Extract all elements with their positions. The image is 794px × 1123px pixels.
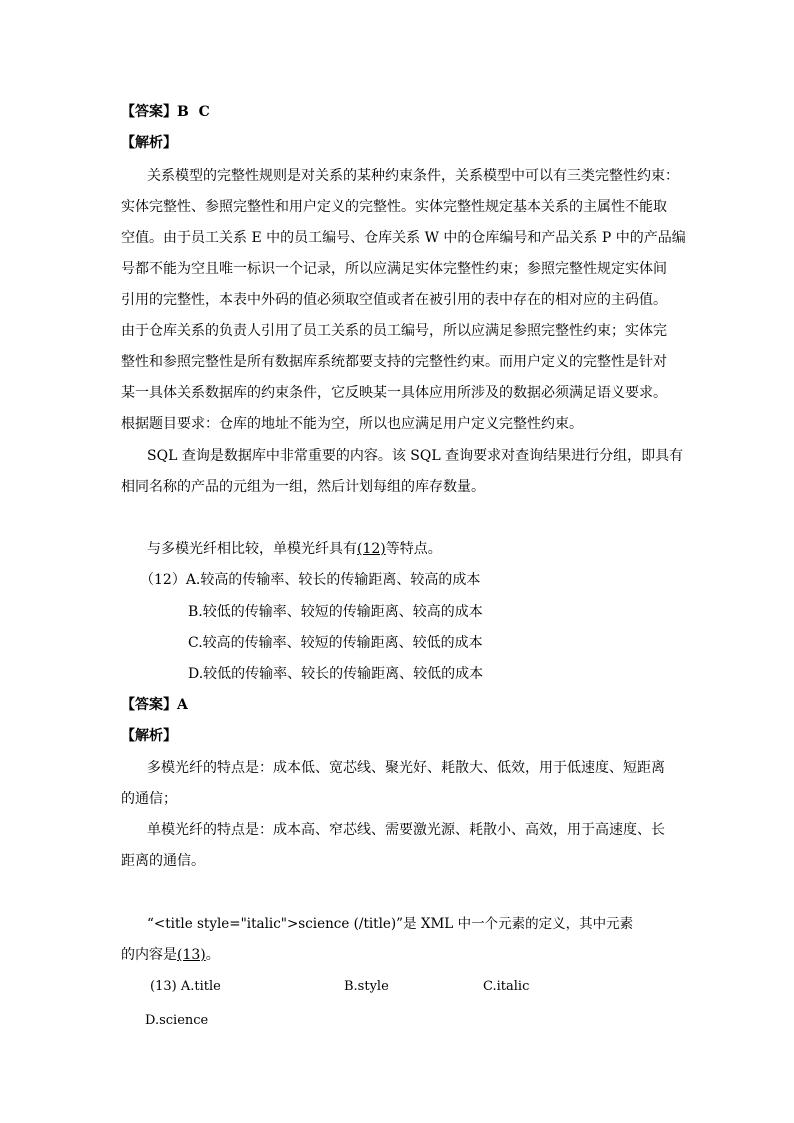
analysis-line: 某一具体关系数据库的约束条件，它反映某一具体应用所涉及的数据必须满足语义要求。 bbox=[121, 385, 667, 401]
q12-option-d: D.较低的传输率、较长的传输距离、较低的成本 bbox=[188, 666, 484, 682]
answer-value: B C bbox=[177, 104, 210, 120]
answer-label: 【答案】 bbox=[121, 104, 177, 120]
q13-option-c: C.italic bbox=[483, 979, 530, 994]
analysis-line: 引用的完整性，本表中外码的值必须取空值或者在被引用的表中存在的相对应的主码值。 bbox=[121, 292, 667, 308]
analysis-line: 多模光纤的特点是：成本低、宽芯线、聚光好、耗散大、低效，用于低速度、短距离 bbox=[147, 760, 665, 776]
q13-option-b: B.style bbox=[344, 979, 389, 994]
q12-option-a: （12）A.较高的传输率、较长的传输距离、较高的成本 bbox=[140, 572, 481, 588]
analysis-line: 单模光纤的特点是：成本高、窄芯线、需要激光源、耗散小、高效，用于高速度、长 bbox=[147, 822, 665, 838]
answer-label: 【答案】 bbox=[121, 697, 177, 713]
analysis-line: 实体完整性、参照完整性和用户定义的完整性。实体完整性规定基本关系的主属性不能取 bbox=[121, 199, 667, 215]
analysis-line: 距离的通信。 bbox=[121, 853, 205, 869]
q11-analysis-label: 【解析】 bbox=[121, 135, 177, 151]
q13-stem-line2 bbox=[121, 946, 220, 964]
stem-text: 。 bbox=[205, 947, 220, 963]
q12-option-c: C.较高的传输率、较短的传输距离、较低的成本 bbox=[188, 635, 483, 651]
analysis-line: 的通信； bbox=[121, 791, 177, 807]
analysis-line: 关系模型的完整性规则是对关系的某种约束条件，关系模型中可以有三类完整性约束： bbox=[147, 168, 679, 184]
blank: (12) bbox=[357, 541, 386, 557]
analysis-line: 整性和参照完整性是所有数据库系统都要支持的完整性约束。而用户定义的完整性是针对 bbox=[121, 354, 667, 370]
stem-text: 等特点。 bbox=[385, 541, 442, 557]
blank: (13) bbox=[177, 947, 206, 963]
q12-stem bbox=[147, 540, 442, 558]
q13-stem-line1: “<title style="italic">science (/title)”是 XML 中一个元素的定义，其中元素 bbox=[147, 916, 634, 932]
q11-answer bbox=[121, 103, 210, 121]
analysis-line: 空值。由于员工关系 E 中的员工编号、仓库关系 W 中的仓库编号和产品关系 P 中的产品编 bbox=[121, 230, 686, 246]
analysis-line: SQL 查询是数据库中非常重要的内容。该 SQL 查询要求对查询结果进行分组，即具有 bbox=[147, 448, 684, 464]
q13-option-a: (13) A.title bbox=[150, 979, 221, 994]
q12-answer bbox=[121, 696, 188, 714]
stem-text: 与多模光纤相比较，单模光纤具有 bbox=[147, 541, 357, 557]
q13-option-d: D.science bbox=[145, 1013, 209, 1028]
analysis-line: 号都不能为空且唯一标识一个记录，所以应满足实体完整性约束；参照完整性规定实体间 bbox=[121, 261, 667, 277]
q12-analysis-label: 【解析】 bbox=[121, 728, 177, 744]
analysis-line: 由于仓库关系的负责人引用了员工关系的员工编号，所以应满足参照完整性约束；实体完 bbox=[121, 323, 667, 339]
stem-text: 的内容是 bbox=[121, 947, 177, 963]
analysis-line: 根据题目要求：仓库的地址不能为空，所以也应满足用户定义完整性约束。 bbox=[121, 416, 583, 432]
q12-option-b: B.较低的传输率、较短的传输距离、较高的成本 bbox=[188, 604, 483, 620]
analysis-line: 相同名称的产品的元组为一组，然后计划每组的库存数量。 bbox=[121, 479, 485, 495]
answer-value: A bbox=[177, 697, 188, 713]
